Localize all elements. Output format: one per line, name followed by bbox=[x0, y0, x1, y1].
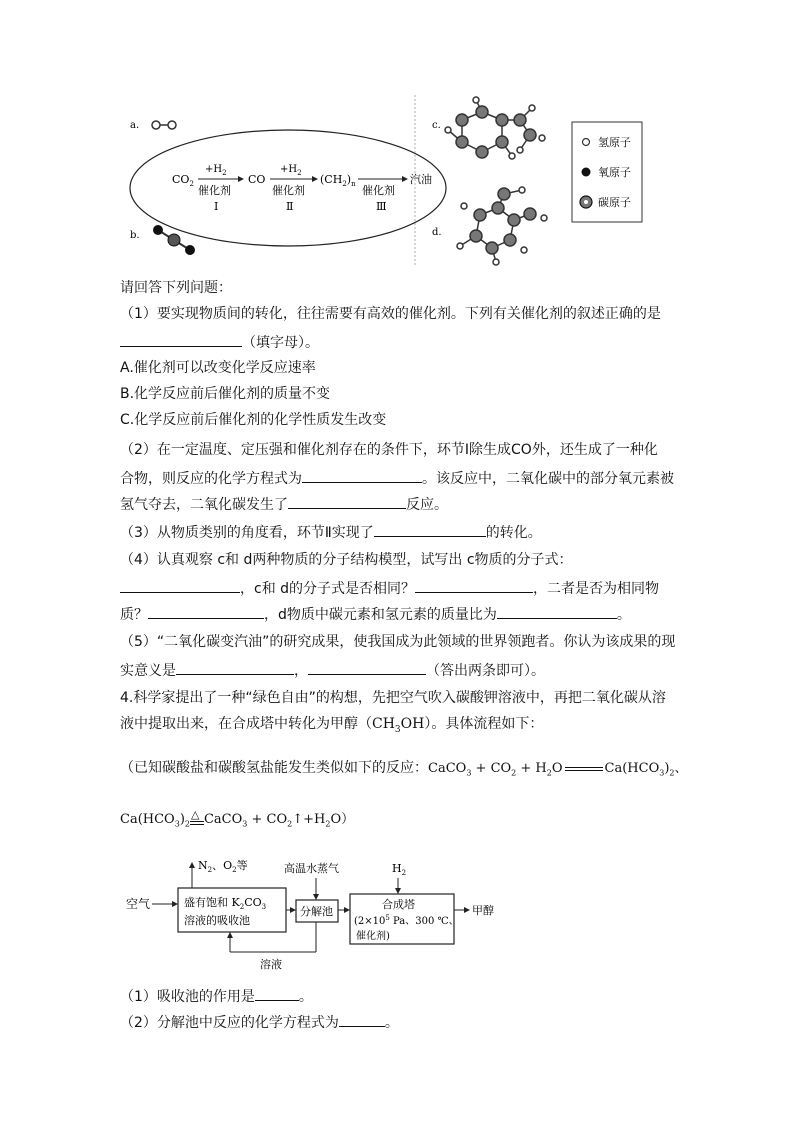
solution-label: 溶液 bbox=[260, 958, 282, 971]
option-b: B.化学反应前后催化剂的质量不变 bbox=[120, 386, 331, 402]
co-formula: CO bbox=[248, 173, 266, 186]
label-a: a. bbox=[130, 120, 140, 131]
answer-blank[interactable] bbox=[120, 576, 240, 593]
roman-3: Ⅲ bbox=[376, 200, 387, 213]
q3-part2-line3: 氢气夺去，二氧化碳发生了 反应。 bbox=[120, 492, 448, 515]
q3-part1-line2: （填字母）。 bbox=[120, 330, 319, 353]
option-a: A.催化剂可以改变化学反应速率 bbox=[120, 360, 316, 376]
label-c: c. bbox=[432, 120, 441, 131]
steam-label: 高温水蒸气 bbox=[284, 862, 339, 875]
n2-o2-label: $N_2$、$O_2$等 bbox=[198, 859, 248, 874]
gasoline: 汽油 bbox=[410, 173, 432, 186]
catalyst-2: 催化剂 bbox=[272, 184, 305, 197]
svg-text:分解池: 分解池 bbox=[300, 905, 333, 918]
q3-part4-line3: 质？ ，d物质中碳元素和氢元素的质量比为 。 bbox=[120, 602, 631, 625]
svg-text:(2×105 Pa、300 ℃、: ($2\times 10^5$ Pa、300 ℃、 bbox=[354, 914, 459, 927]
roman-2: Ⅱ bbox=[286, 200, 294, 213]
legend-carbon: 碳原子 bbox=[598, 196, 631, 209]
oxygen-atom-icon bbox=[582, 168, 591, 177]
answer-blank[interactable] bbox=[176, 658, 294, 675]
q4-part1: （1）吸收池的作用是 。 bbox=[120, 984, 313, 1007]
answer-blank[interactable] bbox=[288, 492, 406, 509]
co2-formula: $CO_2$ bbox=[172, 173, 194, 188]
svg-text:溶液的吸收池: 溶液的吸收池 bbox=[184, 914, 250, 927]
catalyst-1: 催化剂 bbox=[198, 184, 231, 197]
molecule-figure bbox=[120, 90, 650, 270]
molecule-a-icon bbox=[152, 121, 176, 129]
answer-blank[interactable] bbox=[302, 466, 422, 483]
q3-intro: 请回答下列问题： bbox=[120, 280, 232, 296]
label-b: b. bbox=[130, 230, 140, 241]
q4-known-reaction-2: $Ca(HCO_3)_2$ △ CaCO$_3$ + $CO_2↑+H_2O$） bbox=[120, 807, 355, 829]
molecule-b-icon bbox=[153, 225, 195, 255]
answer-blank[interactable] bbox=[339, 1010, 385, 1027]
legend-oxygen: 氧原子 bbox=[598, 166, 631, 179]
h2-label-2: $+H_2$ bbox=[280, 164, 302, 177]
h2-label-1: $+H_2$ bbox=[205, 164, 227, 177]
answer-blank[interactable] bbox=[148, 602, 264, 619]
answer-blank[interactable] bbox=[255, 984, 299, 1001]
ch2n-formula: $(CH_2)_n$ bbox=[320, 173, 356, 188]
legend-hydrogen: 氢原子 bbox=[598, 136, 631, 149]
answer-blank[interactable] bbox=[374, 520, 486, 537]
q3-part5-line1: （5）“二氧化碳变汽油”的研究成果，使我国成为此领域的世界领跑者。你认为该成果的现 bbox=[120, 634, 676, 650]
answer-blank[interactable] bbox=[415, 576, 533, 593]
q4-line2: 液中提取出来，在合成塔中转化为甲醇$(CH_3OH)$。具体流程如下： bbox=[120, 716, 544, 735]
q3-part1-line1: （1）要实现物质间的转化，往往需要有高效的催化剂。下列有关催化剂的叙述正确的是 bbox=[120, 306, 661, 322]
svg-text:盛有饱和 K2CO3: 盛有饱和 $K_2CO_3$ bbox=[184, 896, 267, 911]
answer-blank[interactable] bbox=[308, 658, 426, 675]
roman-1: Ⅰ bbox=[214, 200, 219, 213]
methanol-label: 甲醇 bbox=[472, 904, 494, 917]
molecule-c-icon bbox=[445, 97, 545, 159]
q4-part2: （2）分解池中反应的化学方程式为 。 bbox=[120, 1010, 399, 1033]
option-c: C.化学反应前后催化剂的化学性质发生改变 bbox=[120, 412, 387, 428]
answer-blank[interactable] bbox=[497, 602, 617, 619]
h2-label: $H_2$ bbox=[392, 862, 407, 877]
q3-part4-line2: ，c和 d的分子式是否相同？ ，二者是否为相同物 bbox=[120, 576, 659, 599]
hydrogen-atom-icon bbox=[583, 139, 590, 146]
q3-part3: （3）从物质类别的角度看，环节Ⅱ实现了 的转化。 bbox=[120, 520, 542, 543]
svg-text:合成塔: 合成塔 bbox=[382, 898, 415, 911]
process-flowchart bbox=[120, 852, 520, 976]
catalyst-3: 催化剂 bbox=[362, 184, 395, 197]
q3-part5-line2: 实意义是 ， （答出两条即可）。 bbox=[120, 658, 545, 681]
q3-part2-line2: 合物，则反应的化学方程式为 。该反应中，二氧化碳中的部分氧元素被 bbox=[120, 466, 674, 489]
heat-equals-sign: △ bbox=[190, 813, 204, 827]
label-d: d. bbox=[432, 227, 442, 238]
molecule-d-icon bbox=[457, 187, 547, 265]
air-label: 空气 bbox=[126, 897, 151, 911]
q3-part2-line1: （2）在一定温度、定压强和催化剂存在的条件下，环节Ⅰ除生成CO外，还生成了一种化 bbox=[120, 442, 658, 458]
equals-sign bbox=[565, 767, 603, 771]
q4-known-reaction-1: （已知碳酸盐和碳酸氢盐能发生类似如下的反应：CaCO$_3$ + $CO_2 + H_2O$ $Ca(HCO_3)_2$、 bbox=[120, 760, 688, 778]
q3-part4-line1: （4）认真观察 c和 d两种物质的分子结构模型，试写出 c物质的分子式： bbox=[120, 552, 573, 568]
q4-line1: 4.科学家提出了一种“绿色自由”的构想，先把空气吹入碳酸钾溶液中，再把二氧化碳从溶 bbox=[120, 690, 666, 706]
svg-text:催化剂): 催化剂) bbox=[356, 931, 390, 942]
answer-blank[interactable] bbox=[120, 330, 242, 347]
